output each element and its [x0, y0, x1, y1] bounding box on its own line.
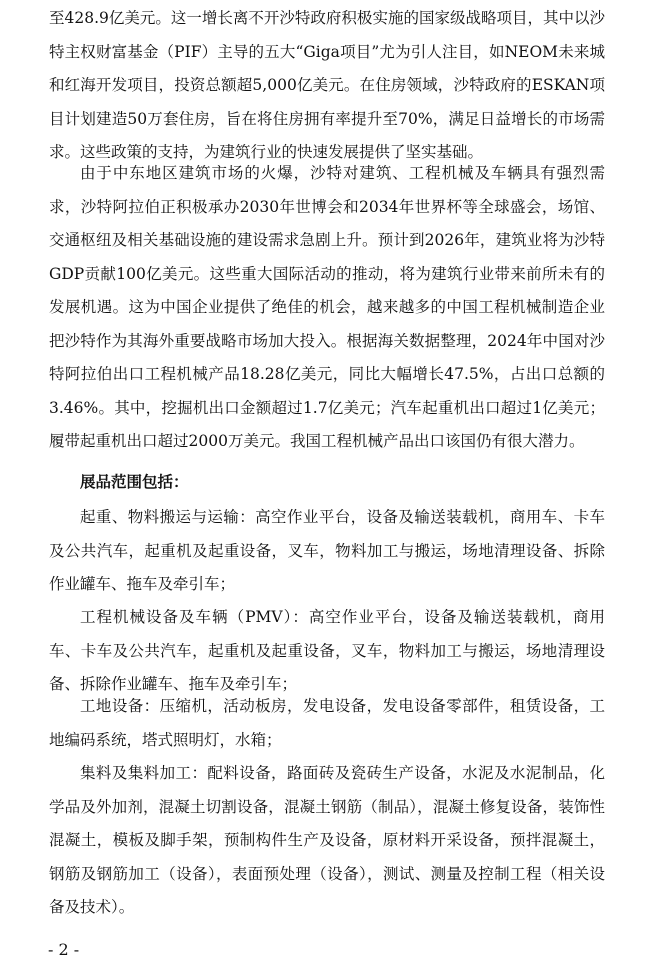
- exhibit-item-aggregates: 集料及集料加工：配料设备，路面砖及瓷砖生产设备，水泥及水泥制品，化学品及外加剂，混凝土切割设备，混凝土钢筋（制品），混凝土修复设备，装饰性混凝土，模板及脚手架，预制构件生产及设备，原材料开采设备，预拌混凝土，钢筋及钢筋加工（设备），表面预处理（设备），测试、测量及控制工程（相关设备及技术）。: [49, 764, 605, 916]
- exhibit-item-lifting: 起重、物料搬运与运输：高空作业平台，设备及输送装载机，商用车、卡车及公共汽车，起重机及起重设备，叉车，物料加工与搬运，场地清理设备、拆除作业罐车、拖车及牵引车；: [49, 508, 605, 593]
- market-paragraph: 由于中东地区建筑市场的火爆，沙特对建筑、工程机械及车辆具有强烈需求，沙特阿拉伯正积极承办2030年世博会和2034年世界杯等全球盛会，场馆、交通枢纽及相关基础设施的建设需求急剧上升。预计到2026年，建筑业将为沙特GDP贡献100亿美元。这些重大国际活动的推动，将为建筑行业带来前所未有的发展机遇。这为中国企业提供了绝佳的机会，越来越多的中国工程机械制造企业把沙特作为其海外重要战略市场加大投入。根据海关数据整理，2024年中国对沙特阿拉伯出口工程机械产品18.28亿美元，同比大幅增长47.5%，占出口总额的3.46%。其中，挖掘机出口金额超过1.7亿美元；汽车起重机出口超过1亿美元；履带起重机出口超过2000万美元。我国工程机械产品出口该国仍有很大潜力。: [49, 164, 605, 450]
- exhibit-item-pmv: 工程机械设备及车辆（PMV）：高空作业平台，设备及输送装载机，商用车、卡车及公共汽车，起重机及起重设备，叉车，物料加工与搬运，场地清理设备、拆除作业罐车、拖车及牵引车；: [49, 608, 605, 693]
- intro-paragraph-continued: 至428.9亿美元。这一增长离不开沙特政府积极实施的国家级战略项目，其中以沙特主权财富基金（PIF）主导的五大“Giga项目”尤为引人注目，如NEOM未来城和红海开发项目，投资总额超5,000亿美元。在住房领域，沙特政府的ESKAN项目计划建造50万套住房，旨在将住房拥有率提升至70%，满足日益增长的市场需求。这些政策的支持，为建筑行业的快速发展提供了坚实基础。: [49, 9, 605, 161]
- exhibits-heading: 展品范围包括：: [80, 473, 189, 491]
- exhibit-item-site-equipment: 工地设备：压缩机，活动板房，发电设备，发电设备零部件，租赁设备，工地编码系统，塔式照明灯，水箱；: [49, 697, 605, 749]
- page-number: - 2 -: [48, 940, 80, 959]
